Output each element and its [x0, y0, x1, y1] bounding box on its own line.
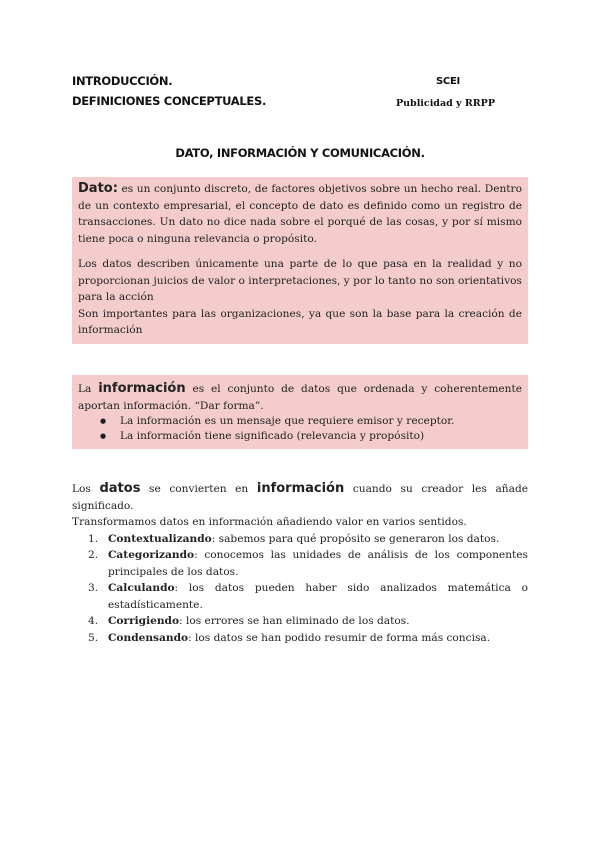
header-definiciones: DEFINICIONES CONCEPTUALES.: [72, 94, 267, 108]
informacion-bullet-list: [78, 414, 522, 444]
dato-term: Dato:: [78, 181, 118, 196]
informacion-term: información: [98, 381, 186, 396]
informacion-definition: La información es el conjunto de datos que ordenada y coherentemente aportan información. “Dar forma”.: [78, 381, 522, 412]
header-org: SCEI: [436, 76, 460, 87]
dato-para-2: Los datos describen únicamente una parte de lo que pasa en la realidad y no proporcionan juicios de valor o interpretaciones, y por lo tanto no son orientativos para la acción: [78, 258, 522, 303]
list-item: 2. Categorizando: conocemos las unidades de análisis de los componentes principales de los datos.: [88, 549, 528, 578]
dato-definition: Dato: es un conjunto discreto, de factores objetivos sobre un hecho real. Dentro de un contexto empresarial, el concepto de dato es definido como un registro de transacciones. Un dato no dice nada sobre el porqué de las cosas, y por sí mismo tiene poca o ninguna relevancia o propósito.: [78, 181, 522, 245]
list-item: 3. Calculando: los datos pueden haber sido analizados matemática o estadísticamente.: [88, 582, 528, 611]
informacion-term-2: información: [256, 481, 345, 496]
header-subject: Publicidad y RRPP: [396, 98, 495, 109]
list-item: ● La información tiene significado (relevancia y propósito): [78, 429, 522, 444]
list-item: 4. Corrigiendo: los errores se han eliminado de los datos.: [88, 615, 410, 627]
informacion-box: [72, 375, 528, 449]
page-title: DATO, INFORMACIÓN Y COMUNICACIÓN.: [175, 146, 425, 160]
conversion-line-2: Transformamos datos en información añadiendo valor en varios sentidos.: [72, 516, 467, 528]
dato-para-3: Son importantes para las organizaciones, ya que son la base para la creación de información: [78, 307, 522, 336]
list-item: 5. Condensando: los datos se han podido resumir de forma más concisa.: [88, 631, 491, 644]
conversion-intro: Los datos se convierten en información cuando su creador les añade significado.: [72, 481, 529, 512]
header-intro: INTRODUCCIÓN.: [72, 74, 173, 88]
conversion-list: [72, 531, 528, 647]
dato-box: [72, 177, 528, 344]
datos-term: datos: [99, 481, 141, 496]
list-item: 1. Contextualizando: sabemos para qué propósito se generaron los datos.: [88, 532, 500, 545]
list-item: ● La información es un mensaje que requiere emisor y receptor.: [78, 414, 522, 429]
conversion-section: [72, 481, 528, 646]
